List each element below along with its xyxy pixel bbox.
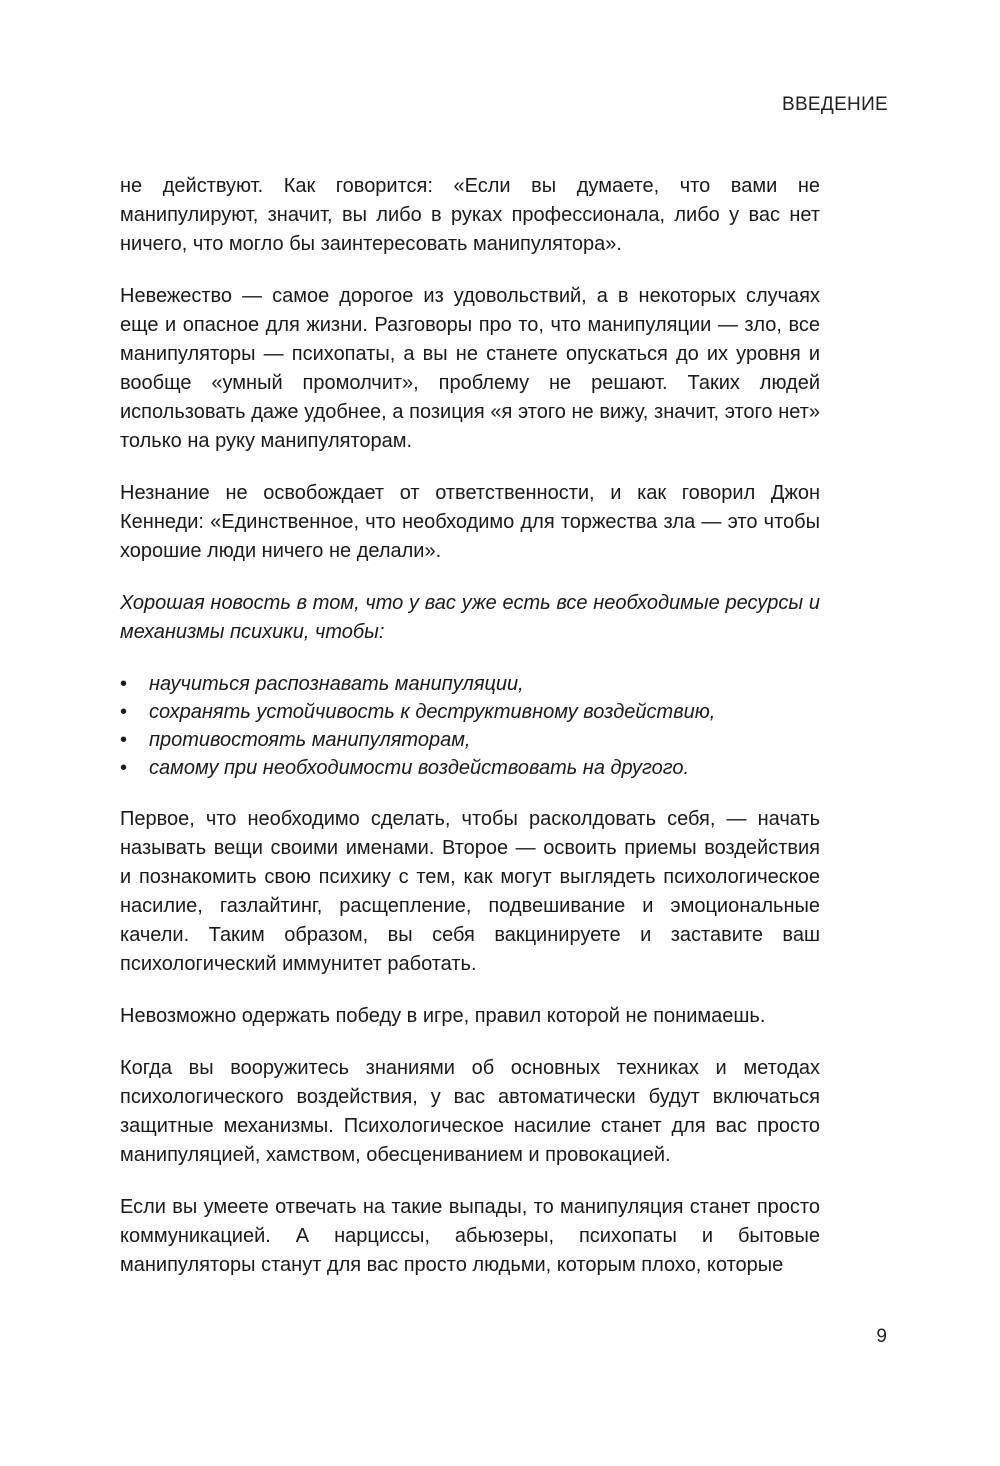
bullet-icon: • bbox=[120, 757, 128, 779]
list-item bbox=[120, 754, 820, 782]
page-number: 9 bbox=[876, 1326, 887, 1347]
bullet-icon: • bbox=[120, 729, 128, 751]
paragraph-5: Невозможно одержать победу в игре, правил которой не понимаешь. bbox=[120, 1005, 766, 1027]
list-item-text: самому при необходимости воздействовать на другого. bbox=[149, 757, 690, 779]
list-item-text: противостоять манипуляторам, bbox=[149, 729, 471, 751]
paragraph-1: не действуют. Как говорится: «Если вы думаете, что вами не манипулируют, значит, вы либо в руках профессионала, либо у вас нет ничего, что могло бы заинтересовать манипулятора». bbox=[120, 175, 820, 255]
bullet-icon: • bbox=[120, 673, 128, 695]
list-item bbox=[120, 726, 820, 754]
running-header: ВВЕДЕНИЕ bbox=[781, 94, 888, 115]
paragraph-3: Незнание не освобождает от ответственности, и как говорил Джон Кеннеди: «Единственное, что необходимо для торжества зла — это чтобы хорошие люди ничего не делали». bbox=[120, 482, 820, 562]
list-item bbox=[120, 670, 820, 698]
intro-italic-paragraph: Хорошая новость в том, что у вас уже есть все необходимые ресурсы и механизмы психики, чтобы: bbox=[120, 592, 820, 643]
bullet-list bbox=[120, 670, 820, 782]
bullet-icon: • bbox=[120, 701, 128, 723]
list-item-text: научиться распознавать манипуляции, bbox=[149, 673, 524, 695]
paragraph-2: Невежество — самое дорогое из удовольствий, а в некоторых случаях еще и опасное для жизни. Разговоры про то, что манипуляции — зло, все манипуляторы — психопаты, а вы не станете опускаться до их уровня и вообще «умный промолчит», проблему не решают. Таких людей использовать даже удобнее, а позиция «я этого не вижу, значит, этого нет» только на руку манипуляторам. bbox=[120, 285, 820, 452]
paragraph-4: Первое, что необходимо сделать, чтобы расколдовать себя, — начать называть вещи своими именами. Второе — освоить приемы воздействия и познакомить свою психику с тем, как могут выглядеть психологическое насилие, газлайтинг, расщепление, подвешивание и эмоциональные качели. Таким образом, вы себя вакцинируете и заставите ваш психологический иммунитет работать. bbox=[120, 808, 820, 975]
paragraph-6: Когда вы вооружитесь знаниями об основных техниках и методах психологического воздействия, у вас автоматически будут включаться защитные механизмы. Психологическое насилие станет для вас просто манипуляцией, хамством, обесцениванием и провокацией. bbox=[120, 1057, 820, 1166]
list-item bbox=[120, 698, 820, 726]
list-item-text: сохранять устойчивость к деструктивному воздействию, bbox=[149, 701, 716, 723]
page-body bbox=[120, 172, 820, 1303]
paragraph-7: Если вы умеете отвечать на такие выпады, то манипуляция станет просто коммуникацией. А нарциссы, абьюзеры, психопаты и бытовые манипуляторы станут для вас просто людьми, которым плохо, которые bbox=[120, 1196, 820, 1276]
